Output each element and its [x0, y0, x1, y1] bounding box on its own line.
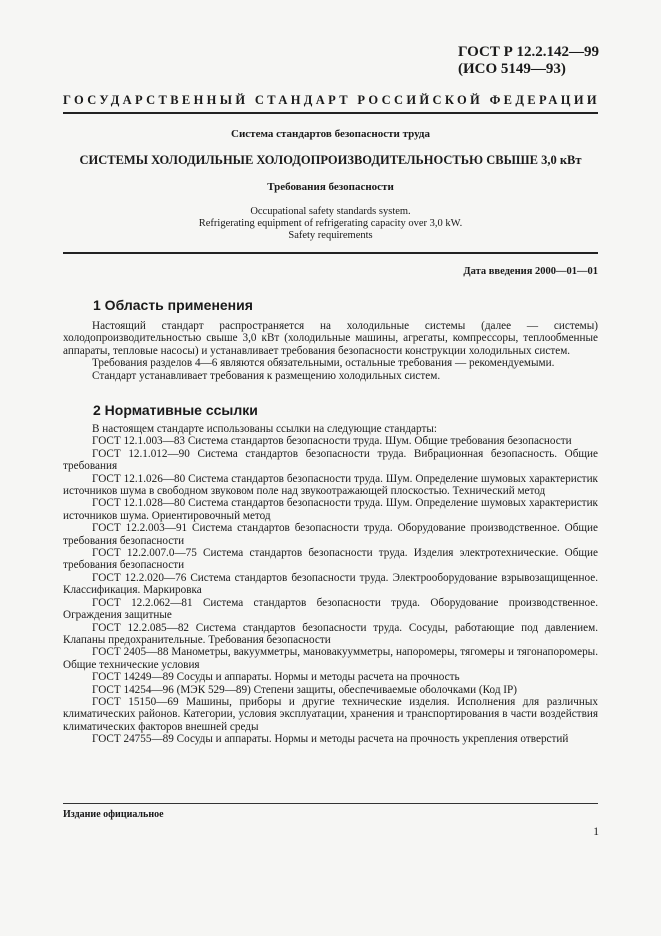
sub-title: Требования безопасности — [267, 181, 394, 193]
section-1-heading: 1 Область применения — [93, 297, 253, 313]
iso-number: (ИСО 5149—93) — [457, 61, 566, 77]
english-line-1: Occupational safety standards system. — [250, 206, 411, 217]
footer-rule — [63, 803, 598, 804]
header-title: ГОСУДАРСТВЕННЫЙ СТАНДАРТ РОССИЙСКОЙ ФЕДЕРАЦИИ — [63, 93, 600, 107]
reference-item: ГОСТ 12.1.026—80 Система стандартов безопасности труда. Шум. Определение шумовых характеристик источников шума в свободном звуковом поле над звукоотражающей плоскостью. Технический метод — [63, 472, 598, 498]
section-2-body — [63, 423, 598, 746]
reference-item: ГОСТ 12.1.003—83 Система стандартов безопасности труда. Шум. Общие требования безопасности — [92, 435, 572, 448]
header-rule — [63, 112, 598, 114]
system-line: Система стандартов безопасности труда — [231, 128, 430, 140]
reference-item: ГОСТ 14249—89 Сосуды и аппараты. Нормы и методы расчета на прочность — [92, 671, 460, 684]
reference-item: ГОСТ 24755—89 Сосуды и аппараты. Нормы и методы расчета на прочность укрепления отверстий — [92, 733, 569, 746]
page-number: 1 — [593, 826, 599, 838]
edition-note: Издание официальное — [63, 809, 164, 820]
section-1-paragraph: Настоящий стандарт распространяется на холодильные системы (далее — системы) холодопроизводительностью свыше 3,0 кВт (холодильные машины, агрегаты, компрессоры, теплообменные аппараты, тепловые насосы) и устанавливает требования безопасности конструкции холодильных систем. — [63, 320, 598, 357]
section-1-body — [63, 320, 598, 382]
reference-item: ГОСТ 14254—96 (МЭК 529—89) Степени защиты, обеспечиваемые оболочками (Код IP) — [92, 683, 517, 696]
reference-item: ГОСТ 12.1.012—90 Система стандартов безопасности труда. Вибрационная безопасность. Общие требования — [63, 447, 598, 473]
section-1-paragraph: Требования разделов 4—6 являются обязательными, остальные требования — рекомендуемыми. — [92, 357, 555, 370]
reference-item: ГОСТ 12.2.003—91 Система стандартов безопасности труда. Оборудование производственное. Общие требования безопасности — [63, 522, 598, 547]
english-title — [63, 206, 598, 242]
english-line-2: Refrigerating equipment of refrigerating capacity over 3,0 kW. — [198, 218, 463, 229]
section-1-paragraph: Стандарт устанавливает требования к размещению холодильных систем. — [92, 369, 441, 382]
introduction-date: Дата введения 2000—01—01 — [463, 266, 598, 277]
gost-number: ГОСТ Р 12.2.142—99 — [457, 44, 599, 60]
reference-item: ГОСТ 15150—69 Машины, приборы и другие технические изделия. Исполнения для различных климатических районов. Категории, условия эксплуатации, хранения и транспортирования в части воздействия климатических факторов внешней среды — [63, 695, 598, 733]
section-2-intro: В настоящем стандарте использованы ссылки на следующие стандарты: — [92, 423, 437, 435]
reference-item: ГОСТ 12.2.062—81 Система стандартов безопасности труда. Оборудование производственное. Ограждения защитные — [63, 596, 598, 622]
reference-item: ГОСТ 12.2.085—82 Система стандартов безопасности труда. Сосуды, работающие под давлением. Клапаны предохранительные. Требования безопасности — [63, 621, 598, 646]
reference-item: ГОСТ 12.1.028—80 Система стандартов безопасности труда. Шум. Определение шумовых характеристик источников шума. Ориентировочный метод — [63, 497, 598, 522]
main-title: СИСТЕМЫ ХОЛОДИЛЬНЫЕ ХОЛОДОПРОИЗВОДИТЕЛЬНОСТЬЮ СВЫШЕ 3,0 кВт — [79, 153, 582, 167]
document-code — [458, 44, 599, 78]
reference-item: ГОСТ 2405—88 Манометры, вакуумметры, мановакуумметры, напоромеры, тягомеры и тягонапоромеры. Общие технические условия — [63, 646, 598, 671]
title-rule — [63, 252, 598, 254]
section-2-heading: 2 Нормативные ссылки — [93, 402, 258, 418]
english-line-3: Safety requirements — [288, 230, 373, 241]
reference-item: ГОСТ 12.2.007.0—75 Система стандартов безопасности труда. Изделия электротехнические. Общие требования безопасности — [63, 547, 598, 572]
reference-item: ГОСТ 12.2.020—76 Система стандартов безопасности труда. Электрооборудование взрывозащищенное. Классификация. Маркировка — [63, 571, 598, 597]
